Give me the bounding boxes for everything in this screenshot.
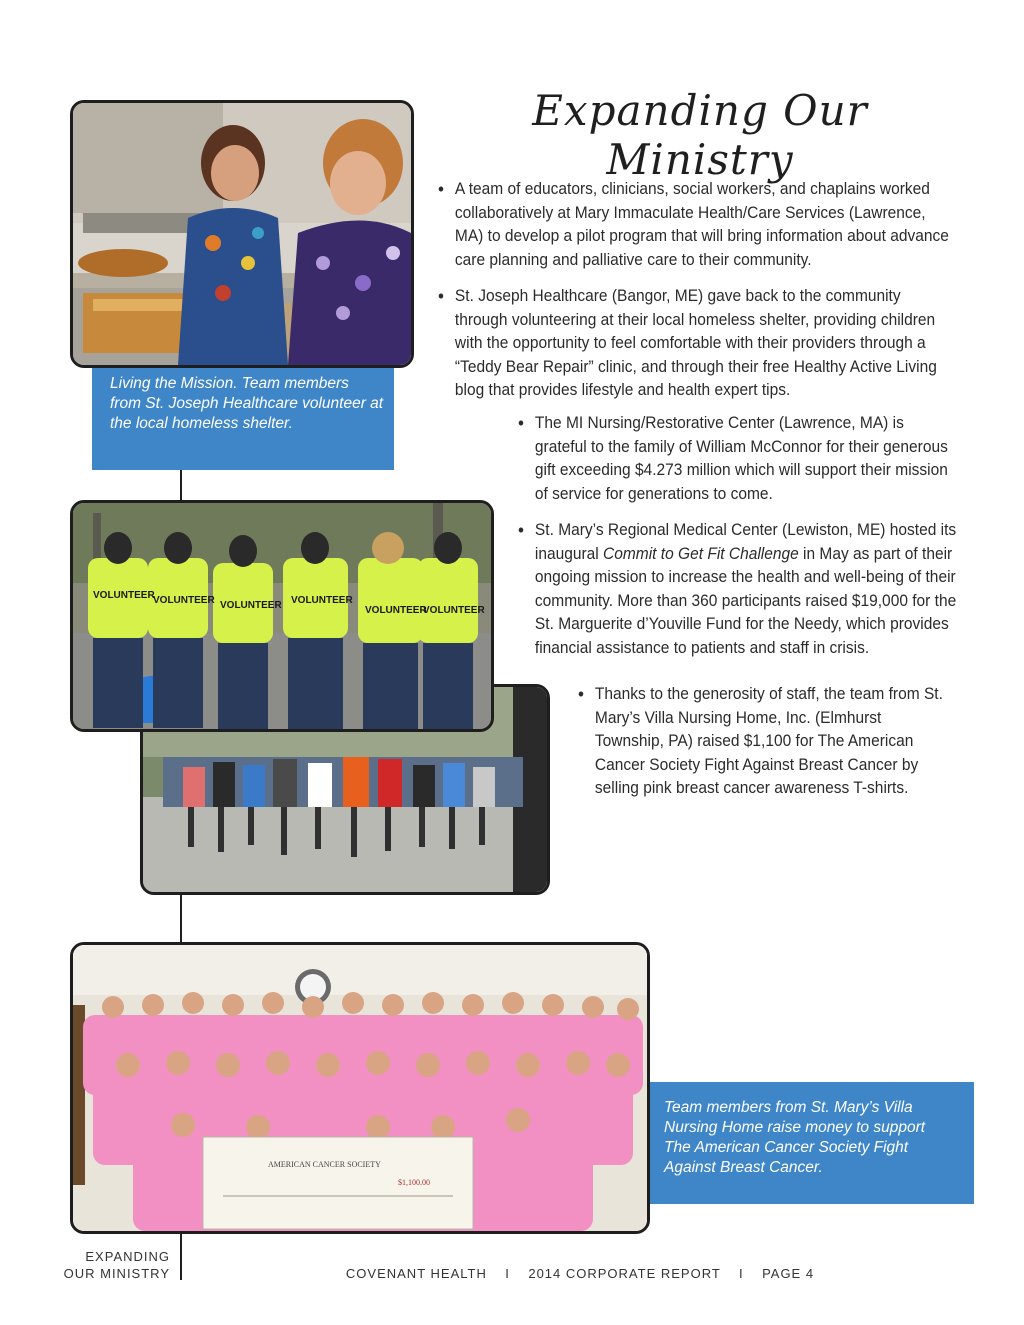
check-amount: $1,100.00 bbox=[398, 1178, 430, 1187]
bullet-text: Thanks to the generosity of staff, the team from St. Mary’s Villa Nursing Home, Inc. (Elmhurst Township, PA) raised $1,100 for The American Cancer Society Fight Against Breast Cancer by selling pink breast cancer awareness T-shirts. bbox=[594, 685, 943, 797]
shirt-text: VOLUNTEER bbox=[365, 605, 427, 616]
bullet-text: A team of educators, clinicians, social workers, and chaplains worked collaboratively at Mary Immaculate Health/Care Services (Lawrence, MA) to develop a pilot program that will bring information about advance care planning and palliative care to their community. bbox=[454, 180, 949, 269]
shirt-text: VOLUNTEER bbox=[423, 605, 485, 616]
bullet-text-emphasis: Commit to Get Fit Challenge bbox=[603, 544, 799, 563]
bullet-text-after: in May as part of their ongoing mission to increase the health and well-being of their community. More than 360 participants raised $19,000 for the St. Marguerite d’Youville Fund for the Needy, which provides financial assistance to patients and staff in crisis. bbox=[534, 544, 957, 657]
bullet-text: St. Joseph Healthcare (Bangor, ME) gave back to the community through volunteering at their local homeless shelter, providing children with the opportunity to feel comfortable with their providers through a “Teddy Bear Repair” clinic, and through their free Healthy Active Living blog that provides lifestyle and health expert tips. bbox=[454, 287, 937, 399]
page-title: Expanding Our Ministry bbox=[532, 86, 868, 184]
check-payee: AMERICAN CANCER SOCIETY bbox=[268, 1160, 381, 1169]
shirt-text: VOLUNTEER bbox=[153, 595, 215, 606]
shirt-text: VOLUNTEER bbox=[291, 595, 353, 606]
timeline-connector bbox=[180, 1232, 182, 1280]
caption-pink-team-text: Team members from St. Mary’s Villa Nursing Home raise money to support The American Cancer Society Fight Against Breast Cancer. bbox=[664, 1099, 926, 1176]
timeline-connector bbox=[180, 893, 182, 943]
footer-running-head: COVENANT HEALTH I 2014 CORPORATE REPORT I PAGE 4 bbox=[345, 1266, 815, 1281]
bullet-text-before: St. Mary’s Regional Medical Center (Lewiston, ME) hosted its inaugural bbox=[534, 521, 957, 563]
bullet-item bbox=[578, 683, 954, 801]
bullet-item bbox=[438, 285, 955, 403]
timeline-connector bbox=[180, 468, 182, 504]
shirt-text: VOLUNTEER bbox=[93, 590, 155, 601]
caption-pink-team bbox=[650, 1082, 974, 1204]
bullet-item bbox=[518, 519, 967, 660]
photo-shelter-volunteers bbox=[70, 100, 414, 368]
photo-volunteer-team bbox=[70, 500, 494, 732]
bullet-item bbox=[518, 412, 960, 506]
footer-section-line1: EXPANDING bbox=[85, 1249, 170, 1264]
bullet-text: The MI Nursing/Restorative Center (Lawrence, MA) is grateful to the family of William McConnor for their generous gift exceeding $4.273 million which will support their mission of service for generations to come. bbox=[534, 414, 948, 503]
photo-pink-team-group bbox=[70, 942, 650, 1234]
footer-section-line2: OUR MINISTRY bbox=[63, 1266, 170, 1281]
caption-shelter-text: Living the Mission. Team members from St. Joseph Healthcare volunteer at the local homeless shelter. bbox=[110, 375, 384, 432]
footer-section-label bbox=[40, 1248, 170, 1282]
shirt-text: VOLUNTEER bbox=[220, 600, 282, 611]
donation-check bbox=[203, 1137, 473, 1229]
bullet-item bbox=[438, 178, 950, 272]
caption-shelter bbox=[92, 368, 394, 470]
